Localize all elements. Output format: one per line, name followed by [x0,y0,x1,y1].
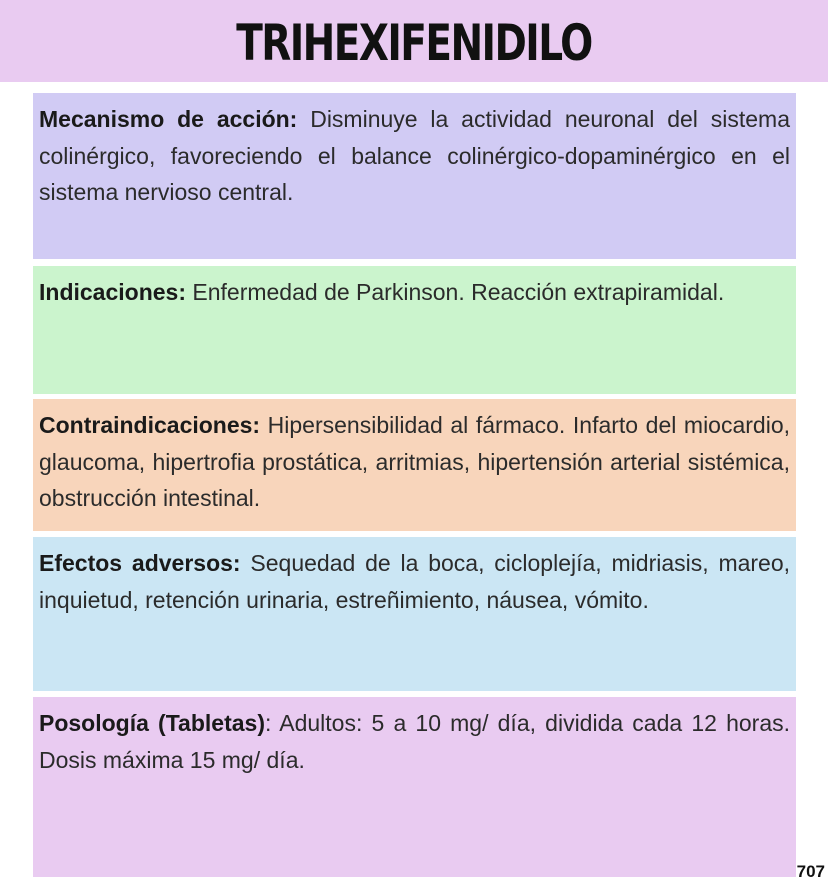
section-label: Posología (Tabletas) [39,710,265,736]
title-banner [0,0,828,82]
section-contraindicaciones [33,399,796,531]
section-indicaciones [33,266,796,394]
section-posologia [33,697,796,877]
section-text: : Adultos: 5 a 10 mg/ día, dividida cada 12 horas. Dosis máxima 15 mg/ día. [39,710,791,773]
section-label: Efectos adversos: [39,550,241,576]
page-title: TRIHEXIFENIDILO [236,14,592,72]
section-text: Hipersensibilidad al fármaco. Infarto del miocardio, glaucoma, hipertrofia prostática, arritmias, hipertensión arterial sistémica, obstrucción intestinal. [39,412,790,511]
section-text: Enfermedad de Parkinson. Reacción extrapiramidal. [192,279,725,305]
section-label: Indicaciones: [39,279,186,305]
page-number: 707 [796,862,825,881]
section-label: Mecanismo de acción: [39,106,298,132]
section-efectos-adversos [33,537,796,691]
section-label: Contraindicaciones: [39,412,261,438]
section-text: Sequedad de la boca, cicloplejía, midriasis, mareo, inquietud, retención urinaria, estreñimiento, náusea, vómito. [39,550,791,613]
section-text: Disminuye la actividad neuronal del sistema colinérgico, favoreciendo el balance colinérgico-dopaminérgico en el sistema nervioso central. [39,106,790,205]
section-mecanismo-de-accion [33,93,796,259]
